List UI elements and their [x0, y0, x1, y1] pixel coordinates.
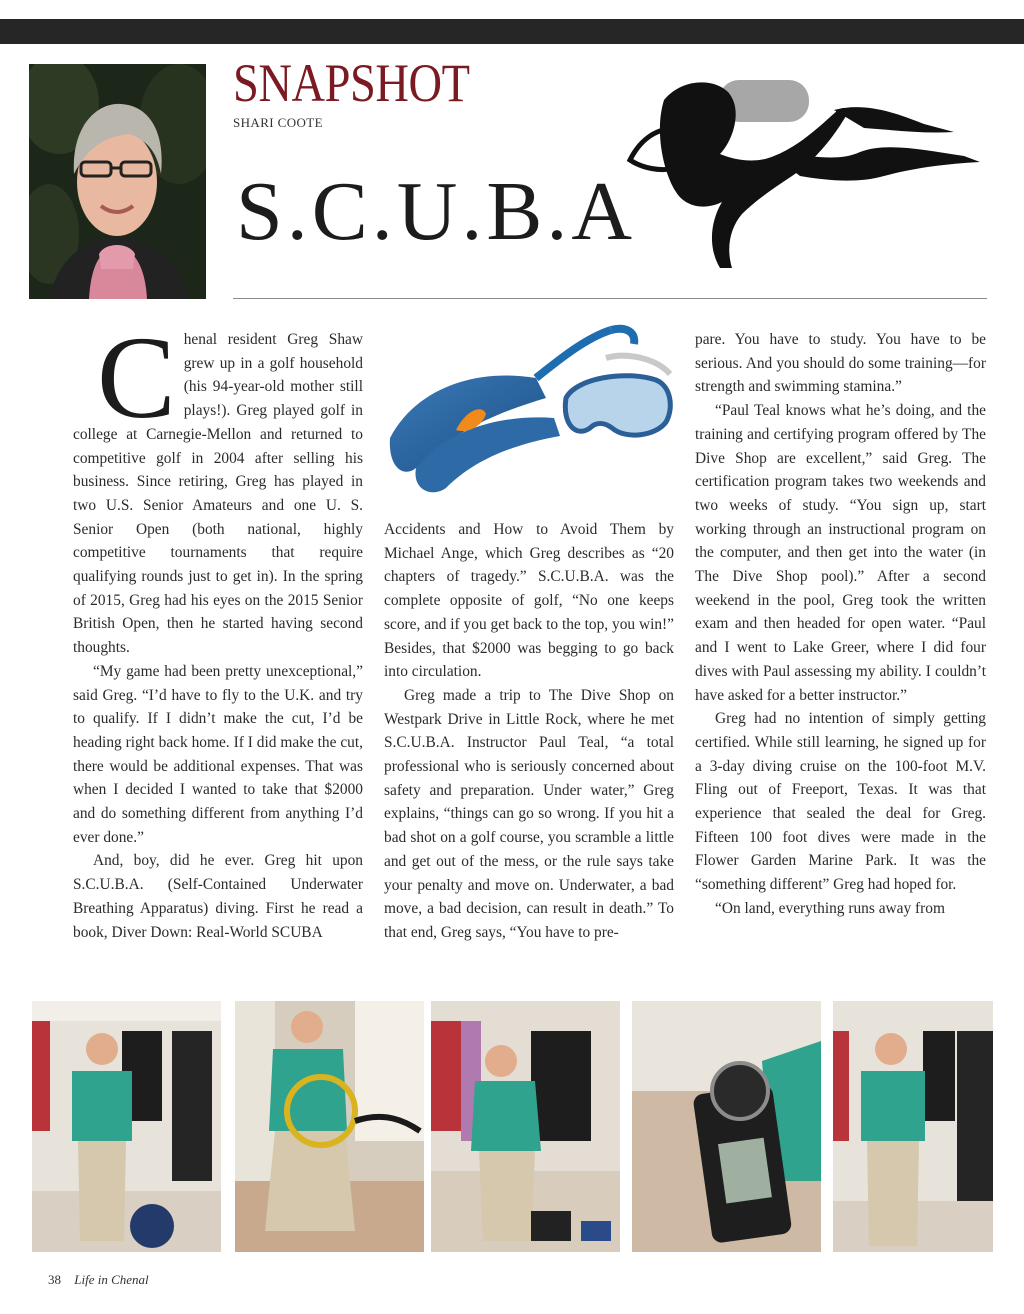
paragraph: And, boy, did he ever. Greg hit upon S.C.U.B.A. (Self-Contained Underwater Breathing Apparatus) diving. First he read a book, Diver Down: Real-World SCUBA [73, 852, 363, 941]
paragraph: “My game had been pretty unexceptional,” said Greg. “I’d have to fly to the U.K. and try to qualify. If I didn’t make the cut, I’d be heading right back home. If I did make the cut, there would be additional expenses. That was when I decided I wanted to take that $2000 and do something different from anything I’d ever done.” [73, 662, 363, 846]
top-bar [0, 19, 1024, 44]
paragraph: Accidents and How to Avoid Them by Michael Ange, which Greg describes as “20 chapters of tragedy.” S.C.U.B.A. was the complete opposite of golf, “No one keeps score, and if you get back to the top, you win!” Besides, that $2000 was begging to go back into circulation. [384, 521, 674, 681]
article-column-3 [695, 328, 986, 978]
drop-cap: C [97, 312, 176, 443]
author-photo [29, 64, 206, 299]
publication-name: Life in Chenal [74, 1272, 149, 1287]
paragraph: “On land, everything runs away from [715, 899, 945, 917]
photo-greg-with-gear-1 [32, 1001, 221, 1252]
photo-dive-computer-closeup [632, 1001, 821, 1252]
paragraph: henal resident Greg Shaw grew up in a golf household (his 94-year-old mother still plays!). Greg played golf in college at Carnegie-Mellon and returned to competitive golf in 2004 after selling his business. Since retiring, Greg has played in two U.S. Senior Amateurs and one U. S. Senior Open (both national, highly competitive tournaments that require qualifying rounds just to get in). In the spring of 2015, Greg had his eyes on the 2015 Senior British Open, then he started having second thoughts. [73, 331, 363, 657]
photo-greg-with-gear-2 [833, 1001, 993, 1252]
section-title: SNAPSHOT [233, 53, 470, 113]
header-divider [233, 298, 987, 299]
paragraph: pare. You have to study. You have to be serious. And you should do some training—for strength and swimming stamina.” [695, 331, 986, 396]
page-number: 38 [48, 1272, 61, 1287]
article-column-2 [384, 518, 674, 978]
author-byline: SHARI COOTE [233, 115, 323, 130]
photo-greg-with-regulator [235, 1001, 424, 1252]
paragraph: “Paul Teal knows what he’s doing, and the training and certifying program offered by The Dive Shop are excellent,” said Greg. The certification program takes two weekends and two weeks of study. “You sign up, start working through an instructional program on the computer, and then get into the water (in The Dive Shop pool).” After a second weekend in the pool, Greg took the written exam and then headed for open water. “Paul and I went to Lake Greer, where I did four dives with Paul assessing my ability. I couldn’t have asked for a better instructor.” [695, 402, 986, 704]
page-footer [48, 1272, 149, 1288]
article-headline: S.C.U.B.A [236, 165, 637, 258]
article-column-1 [73, 312, 363, 978]
paragraph: Greg had no intention of simply getting certified. While still learning, he signed up for a 3-day diving cruise on the 100-foot M.V. Fling out of Freeport, Texas. It was that experience that sealed the deal for Greg. Fifteen 100 foot dives were made in the Flower Garden Marine Park. It was the “something different” Greg had hoped for. [695, 710, 986, 894]
snorkel-mask-fins-photo [386, 318, 676, 504]
scuba-diver-silhouette-icon [624, 72, 980, 272]
paragraph: Greg made a trip to The Dive Shop on Westpark Drive in Little Rock, where he met S.C.U.B.A. Instructor Paul Teal, “a total professional who is seriously concerned about safety and preparation. Under water,” Greg explains, “things can go so wrong. If you hit a bad shot on a golf course, you scramble a little and get out of the mess, or the rule says take your penalty and move on. Underwater, a bad move, a bad decision, can result in death.” To that end, Greg says, “You have to pre- [384, 686, 674, 941]
photo-greg-with-bcd [431, 1001, 620, 1252]
